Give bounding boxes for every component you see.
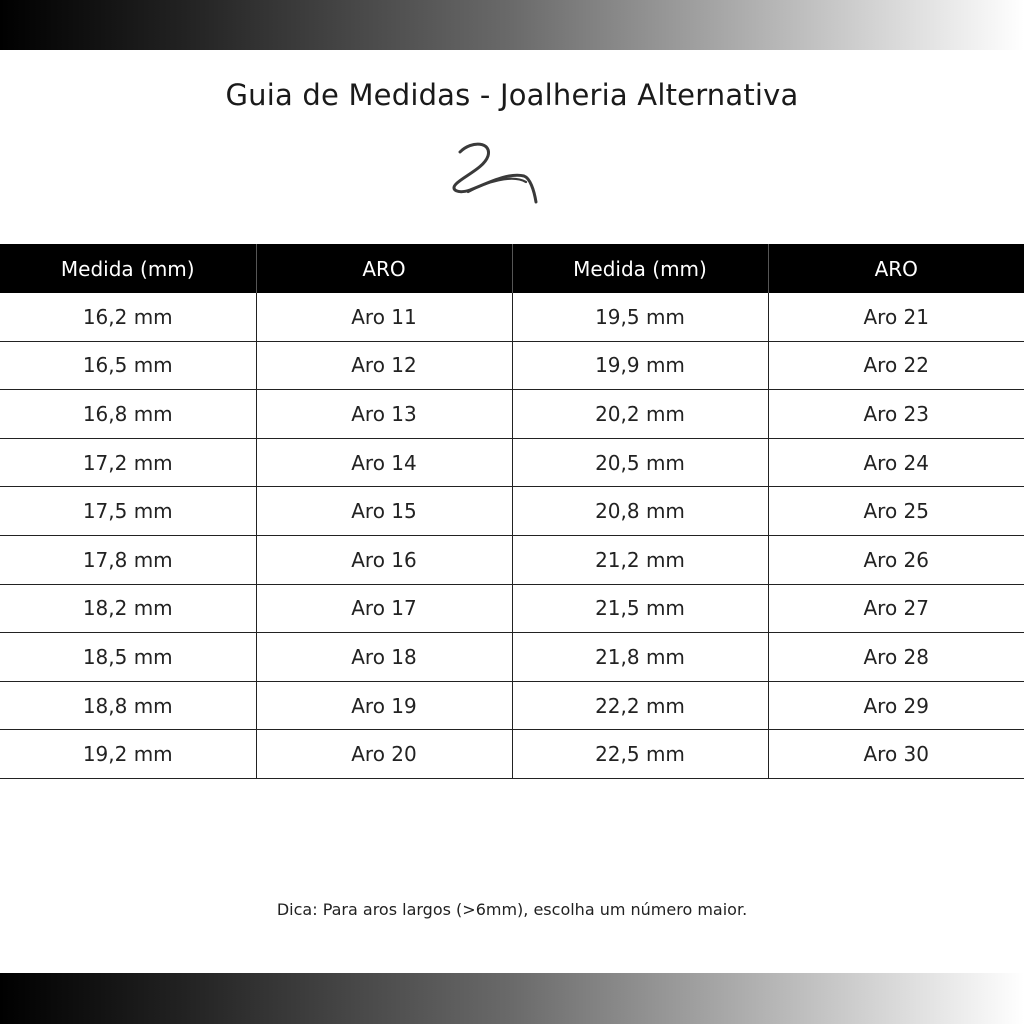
table-cell: 21,2 mm — [512, 535, 768, 584]
table-row — [0, 293, 1024, 341]
table-cell: Aro 18 — [256, 633, 512, 682]
table-cell: Aro 13 — [256, 390, 512, 439]
table-cell: Aro 26 — [768, 535, 1024, 584]
table-cell: 19,9 mm — [512, 341, 768, 390]
table-cell: Aro 19 — [256, 681, 512, 730]
table-cell: Aro 27 — [768, 584, 1024, 633]
table-row — [0, 730, 1024, 779]
table-cell: 16,8 mm — [0, 390, 256, 439]
table-row — [0, 633, 1024, 682]
size-table — [0, 244, 1024, 779]
table-cell: Aro 25 — [768, 487, 1024, 536]
header-medida-1: Medida (mm) — [0, 244, 256, 293]
header-aro-2: ARO — [768, 244, 1024, 293]
bottom-gradient-bar — [0, 973, 1024, 1024]
table-cell: 21,8 mm — [512, 633, 768, 682]
table-row — [0, 390, 1024, 439]
table-row — [0, 341, 1024, 390]
table-cell: 17,5 mm — [0, 487, 256, 536]
table-row — [0, 584, 1024, 633]
header-medida-2: Medida (mm) — [512, 244, 768, 293]
table-cell: Aro 14 — [256, 438, 512, 487]
table-cell: 18,2 mm — [0, 584, 256, 633]
table-cell: Aro 11 — [256, 293, 512, 341]
table-cell: Aro 23 — [768, 390, 1024, 439]
table-row — [0, 487, 1024, 536]
page-title: Guia de Medidas - Joalheria Alternativa — [225, 78, 799, 112]
table-header-row — [0, 244, 1024, 293]
table-cell: 21,5 mm — [512, 584, 768, 633]
swirl-brand-logo-icon — [446, 138, 542, 210]
table-cell: Aro 12 — [256, 341, 512, 390]
table-cell: Aro 24 — [768, 438, 1024, 487]
table-cell: Aro 17 — [256, 584, 512, 633]
table-cell: Aro 16 — [256, 535, 512, 584]
table-row — [0, 438, 1024, 487]
table-cell: Aro 22 — [768, 341, 1024, 390]
table-cell: Aro 15 — [256, 487, 512, 536]
table-cell: Aro 30 — [768, 730, 1024, 779]
table-cell: 16,5 mm — [0, 341, 256, 390]
table-row — [0, 535, 1024, 584]
table-cell: 16,2 mm — [0, 293, 256, 341]
table-cell: Aro 21 — [768, 293, 1024, 341]
table-cell: 18,5 mm — [0, 633, 256, 682]
table-cell: Aro 20 — [256, 730, 512, 779]
table-cell: 17,2 mm — [0, 438, 256, 487]
table-row — [0, 681, 1024, 730]
table-cell: 19,5 mm — [512, 293, 768, 341]
header-aro-1: ARO — [256, 244, 512, 293]
table-cell: 19,2 mm — [0, 730, 256, 779]
table-cell: 17,8 mm — [0, 535, 256, 584]
table-cell: 18,8 mm — [0, 681, 256, 730]
table-cell: Aro 29 — [768, 681, 1024, 730]
table-cell: 20,5 mm — [512, 438, 768, 487]
top-gradient-bar — [0, 0, 1024, 50]
table-cell: 20,8 mm — [512, 487, 768, 536]
table-cell: 22,5 mm — [512, 730, 768, 779]
table-cell: 20,2 mm — [512, 390, 768, 439]
tip-text: Dica: Para aros largos (>6mm), escolha um número maior. — [276, 900, 748, 919]
table-cell: Aro 28 — [768, 633, 1024, 682]
table-cell: 22,2 mm — [512, 681, 768, 730]
